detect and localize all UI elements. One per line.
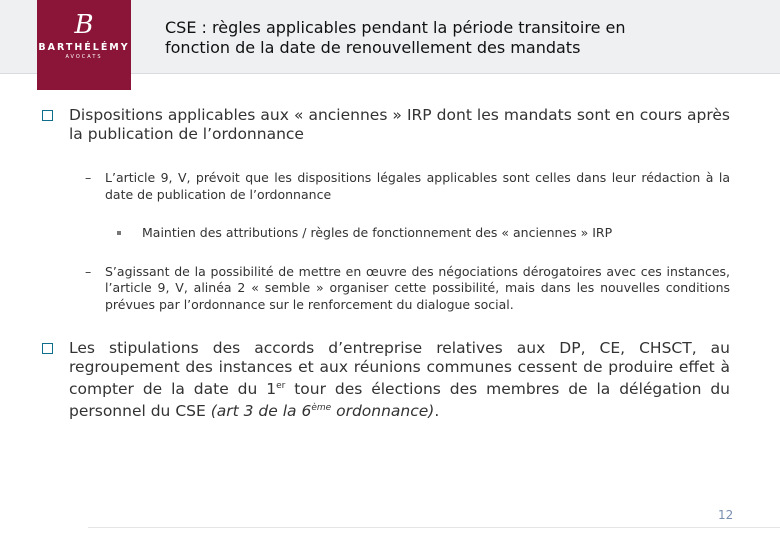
slide-title-line1: CSE : règles applicables pendant la période transitoire en: [165, 18, 626, 37]
bullet-2: [42, 339, 730, 421]
square-bullet-icon: [117, 231, 121, 235]
logo-subtitle: AVOCATS: [65, 54, 103, 60]
sub-sub-bullet-1: [42, 225, 730, 242]
bullet-1-text: Dispositions applicables aux « anciennes » IRP dont les mandats sont en cours après la publication de l’ordonnance: [69, 106, 730, 143]
slide-content: [42, 106, 730, 447]
page-number: 12: [718, 508, 734, 522]
bullet-2-text: Les stipulations des accords d’entreprise relatives aux DP, CE, CHSCT, au regroupement des instances et aux réunions communes cessent de produire effet à compter de la date du 1er tour des élections des membres de la délégation du personnel du CSE (art 3 de la 6ème ordonnance).: [69, 339, 730, 421]
slide-title: [165, 18, 725, 58]
sub-bullet-2-text: S’agissant de la possibilité de mettre en œuvre des négociations dérogatoires avec ces instances, l’article 9, V, alinéa 2 « semble » organiser cette possibilité, mais dans les nouvelles conditions prévues par l’ordonnance sur le renforcement du dialogue social.: [105, 263, 730, 312]
bullet-1: [42, 106, 730, 144]
slide-title-line2: fonction de la date de renouvellement des mandats: [165, 38, 581, 57]
dash-bullet-icon: –: [85, 170, 92, 185]
sub-sub-bullet-1-text: Maintien des attributions / règles de fonctionnement des « anciennes » IRP: [142, 225, 613, 240]
checkbox-bullet-icon: [42, 343, 53, 354]
sub-bullet-1: [42, 170, 730, 203]
logo-name: BARTHÉLÉMY: [38, 42, 130, 53]
sub-bullet-1-text: L’article 9, V, prévoit que les dispositions légales applicables sont celles dans leur rédaction à la date de publication de l’ordonnance: [105, 170, 730, 202]
dash-bullet-icon: –: [85, 263, 92, 279]
checkbox-bullet-icon: [42, 110, 53, 121]
logo-mark: B: [74, 10, 94, 40]
sub-bullet-2: [42, 264, 730, 314]
footer-divider: [88, 527, 780, 528]
firm-logo: [37, 0, 131, 90]
